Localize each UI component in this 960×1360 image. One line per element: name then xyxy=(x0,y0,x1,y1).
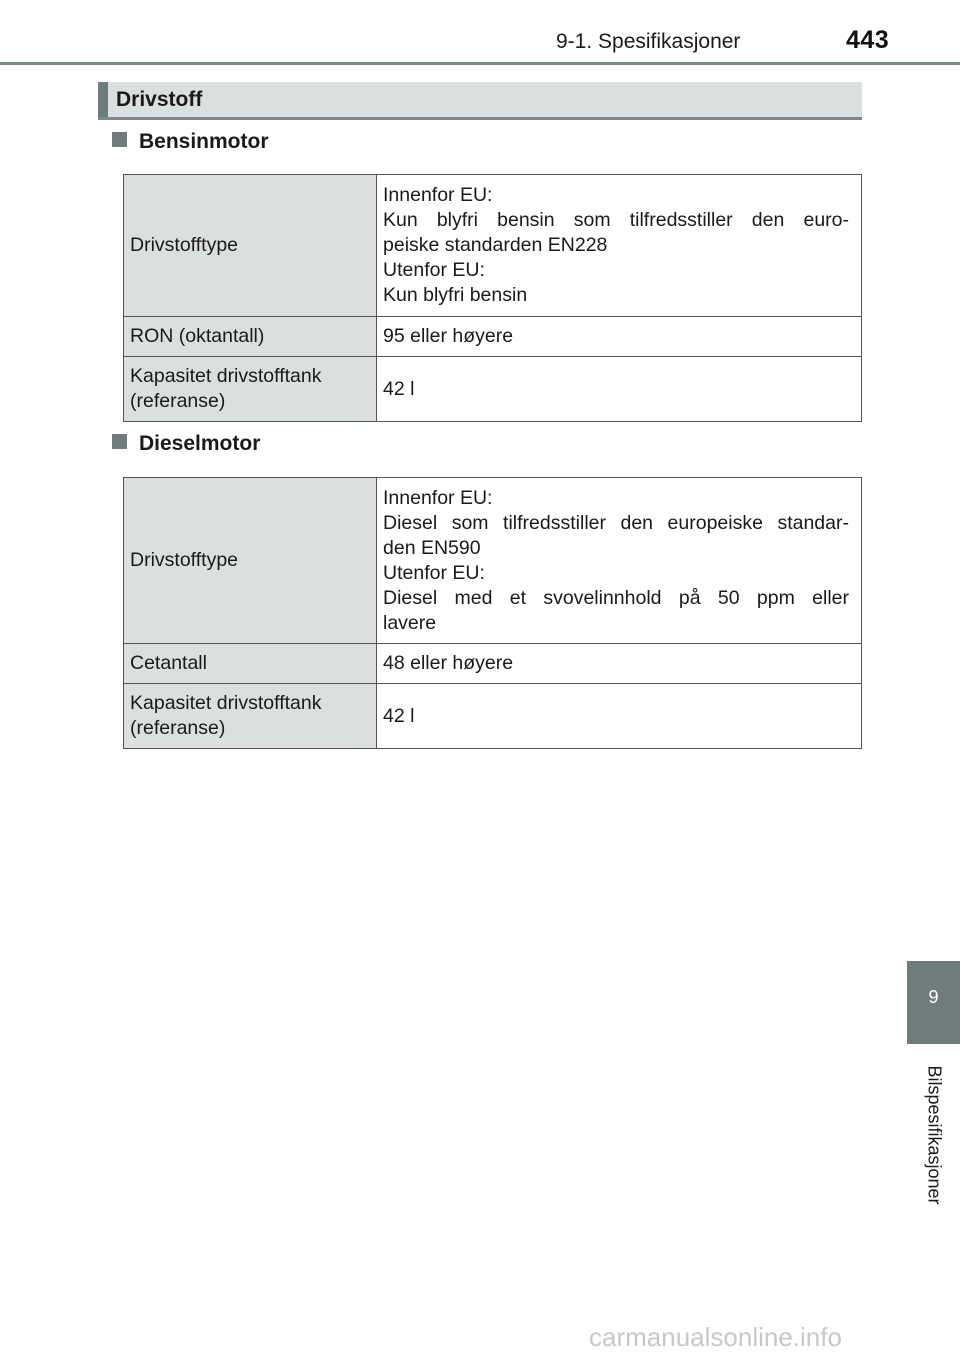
petrol-heading-text: Bensinmotor xyxy=(139,130,269,153)
table-row xyxy=(124,175,862,317)
value-line: Diesel med et svovelinnhold på 50 ppm eller xyxy=(383,586,849,609)
value-line: den EN590 xyxy=(383,536,481,559)
value-line: Utenfor EU: xyxy=(383,259,485,281)
table-cell-label xyxy=(124,684,377,749)
diesel-spec-table xyxy=(123,477,862,749)
square-bullet-icon xyxy=(112,434,127,449)
value-line: 95 eller høyere xyxy=(383,325,514,347)
table-row xyxy=(124,478,862,644)
table-row xyxy=(124,317,862,357)
value-line: Kun blyfri bensin xyxy=(383,284,528,306)
table-row xyxy=(124,644,862,684)
label-line: (referanse) xyxy=(130,717,226,739)
table-cell-value xyxy=(377,684,862,749)
value-line: Diesel som tilfredsstiller den europeiske standar- xyxy=(383,511,849,534)
value-line: Innenfor EU: xyxy=(383,184,493,206)
table-cell-value xyxy=(377,357,862,422)
diesel-heading xyxy=(112,432,260,456)
value-line: 42 l xyxy=(383,377,415,400)
chapter-tab xyxy=(907,961,960,1044)
table-row xyxy=(124,357,862,422)
diesel-heading-text: Dieselmotor xyxy=(139,432,261,455)
table-cell-value xyxy=(377,478,862,644)
value-line: 48 eller høyere xyxy=(383,652,514,674)
section-title-bar xyxy=(98,82,862,120)
value-line: Kun blyfri bensin som tilfredsstiller den euro- xyxy=(383,209,849,231)
value-line: Innenfor EU: xyxy=(383,486,493,509)
page-number: 443 xyxy=(846,26,890,54)
chapter-tab-label: Bilspesifikasjoner xyxy=(924,1065,945,1205)
label-line: Kapasitet drivstofftank xyxy=(130,365,322,387)
section-title: Drivstoff xyxy=(116,88,203,111)
table-cell-value xyxy=(377,175,862,317)
table-cell-value xyxy=(377,317,862,357)
section-accent-bar xyxy=(98,82,108,117)
value-line: peiske standarden EN228 xyxy=(383,234,608,256)
table-cell-label: RON (oktantall) xyxy=(124,317,377,357)
value-line: lavere xyxy=(383,611,437,634)
watermark-text: carmanualsonline.info xyxy=(589,1322,842,1352)
header-divider xyxy=(0,62,960,65)
chapter-tab-number: 9 xyxy=(928,987,939,1007)
value-line: 42 l xyxy=(383,704,415,727)
petrol-heading xyxy=(112,130,269,154)
value-line: Utenfor EU: xyxy=(383,561,485,584)
table-row xyxy=(124,684,862,749)
square-bullet-icon xyxy=(112,132,127,147)
petrol-spec-table xyxy=(123,174,862,422)
label-line: (referanse) xyxy=(130,390,226,412)
table-cell-value xyxy=(377,644,862,684)
chapter-section-title: 9-1. Spesifikasjoner xyxy=(556,30,741,53)
table-cell-label: Cetantall xyxy=(124,644,377,684)
table-cell-label: Drivstofftype xyxy=(124,175,377,317)
label-line: Kapasitet drivstofftank xyxy=(130,692,322,714)
table-cell-label xyxy=(124,357,377,422)
table-cell-label: Drivstofftype xyxy=(124,478,377,644)
